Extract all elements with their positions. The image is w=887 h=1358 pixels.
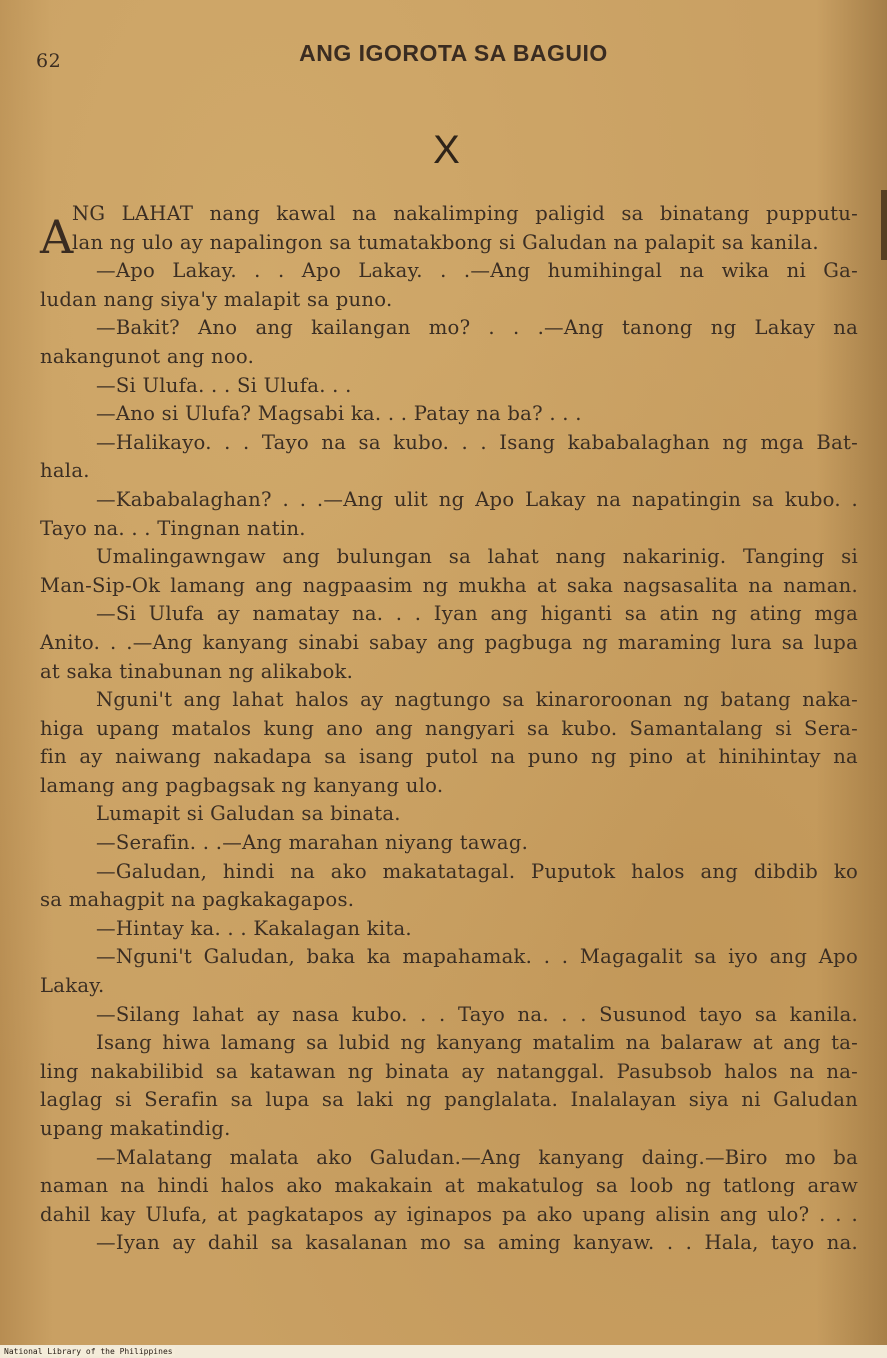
text-line: lamang ang pagbagsak ng kanyang ulo. bbox=[40, 773, 444, 797]
text-line: fin ay naiwang nakadapa sa isang putol na puno ng pino at hinihintay na bbox=[40, 745, 858, 769]
text-line: —Nguni't Galudan, baka ka mapahamak. . . Magagalit sa iyo ang Apo bbox=[96, 945, 858, 969]
text-line: —Serafin. . .—Ang marahan niyang tawag. bbox=[96, 831, 529, 855]
text-line: Umalingawngaw ang bulungan sa lahat nang nakarinig. Tanging si bbox=[96, 545, 858, 569]
text-line: Man-Sip-Ok lamang ang nagpaasim ng mukha at saka nagsasalita na naman. bbox=[40, 573, 858, 597]
text-line: naman na hindi halos ako makakain at makatulog sa loob ng tatlong araw bbox=[40, 1174, 858, 1198]
text-line: —Malatang malata ako Galudan.—Ang kanyang daing.—Biro mo ba bbox=[96, 1145, 858, 1169]
text-line: Anito. . .—Ang kanyang sinabi sabay ang pagbuga ng maraming lura sa lupa bbox=[40, 630, 858, 654]
text-line: —Hintay ka. . . Kakalagan kita. bbox=[96, 916, 412, 940]
text-line: upang makatindig. bbox=[40, 1117, 231, 1140]
text-line: dahil kay Ulufa, at pagkatapos ay iginapos pa ako upang alisin ang ulo? . . . bbox=[40, 1202, 858, 1226]
running-head: ANG IGOROTA SA BAGUIO bbox=[299, 40, 608, 66]
text-line: at saka tinabunan ng alikabok. bbox=[40, 659, 354, 683]
text-line: —Kababalaghan? . . .—Ang ulit ng Apo Lakay na napatingin sa kubo. . bbox=[96, 487, 858, 511]
text-line: —Halikayo. . . Tayo na sa kubo. . . Isang kababalaghan ng mga Bat- bbox=[96, 430, 858, 454]
text-line: Tayo na. . . Tingnan natin. bbox=[40, 516, 306, 540]
drop-cap: A bbox=[40, 210, 74, 264]
text-line: —Galudan, hindi na ako makatatagal. Puputok halos ang dibdib ko bbox=[96, 859, 858, 883]
text-line: Nguni't ang lahat halos ay nagtungo sa kinaroroonan ng batang naka- bbox=[96, 688, 858, 712]
text-line: Isang hiwa lamang sa lubid ng kanyang matalim na balaraw at ang ta- bbox=[96, 1031, 858, 1055]
text-line: —Ano si Ulufa? Magsabi ka. . . Patay na ba? . . . bbox=[96, 402, 582, 426]
page-edge-shadow bbox=[881, 190, 887, 260]
text-line: ludan nang siya'y malapit sa puno. bbox=[40, 287, 393, 311]
text-line: higa upang matalos kung ano ang nangyari sa kubo. Samantalang si Sera- bbox=[40, 716, 858, 740]
text-line: —Iyan ay dahil sa kasalanan mo sa aming kanyaw. . . Hala, tayo na. bbox=[96, 1231, 858, 1255]
text-line: —Si Ulufa ay namatay na. . . Iyan ang higanti sa atin ng ating mga bbox=[96, 602, 858, 626]
page-number: 62 bbox=[36, 50, 62, 72]
text-line: —Si Ulufa. . . Si Ulufa. . . bbox=[96, 373, 352, 397]
text-line: sa mahagpit na pagkakagapos. bbox=[40, 888, 355, 912]
text-line: ling nakabilibid sa katawan ng binata ay natanggal. Pasubsob halos na na- bbox=[40, 1059, 858, 1083]
text-line: NG LAHAT nang kawal na nakalimping paligid sa binatang pupputu- bbox=[72, 202, 858, 225]
text-line: nakangunot ang noo. bbox=[40, 344, 255, 368]
text-line: laglag si Serafin sa lupa sa laki ng panglalata. Inalalayan siya ni Galudan bbox=[40, 1088, 858, 1112]
text-line: Lakay. bbox=[40, 974, 105, 998]
text-line: hala. bbox=[40, 459, 90, 483]
scan-credit: National Library of the Philippines bbox=[4, 1347, 173, 1356]
text-line: lan ng ulo ay napalingon sa tumatakbong si Galudan na palapit sa kanila. bbox=[72, 230, 819, 254]
text-line: —Apo Lakay. . . Apo Lakay. . .—Ang humihingal na wika ni Ga- bbox=[96, 259, 858, 283]
text-line: —Bakit? Ano ang kailangan mo? . . .—Ang tanong ng Lakay na bbox=[96, 316, 858, 340]
text-line: Lumapit si Galudan sa binata. bbox=[96, 802, 401, 826]
chapter-number: X bbox=[433, 128, 460, 172]
opening-paragraph bbox=[40, 200, 858, 264]
text-line: —Silang lahat ay nasa kubo. . . Tayo na. . . Susunod tayo sa kanila. bbox=[96, 1002, 858, 1026]
chapter-body bbox=[40, 200, 858, 1258]
